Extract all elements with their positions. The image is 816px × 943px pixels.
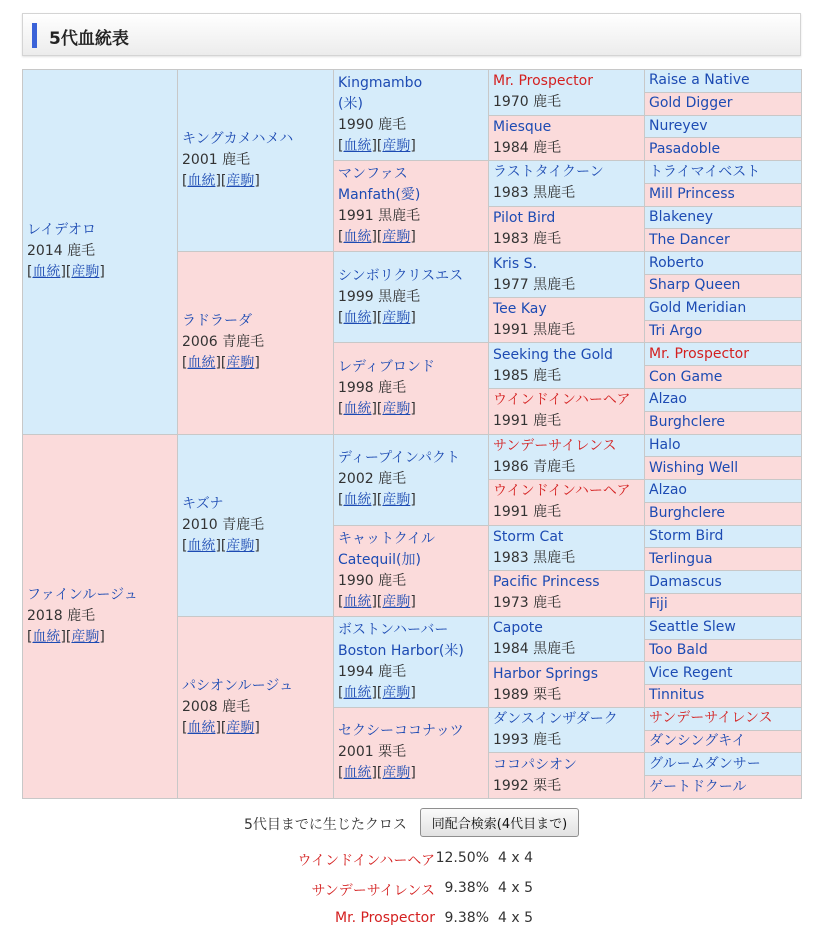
offspring-link[interactable]: 産駒	[382, 138, 411, 155]
pedigree-cell-gen5	[645, 457, 802, 480]
horse-name-link[interactable]: Storm Cat	[493, 528, 564, 545]
horse-meta: 2006 青鹿毛	[182, 334, 265, 351]
pedigree-cell-gen5	[645, 571, 802, 594]
horse-meta: 1984 鹿毛	[493, 139, 562, 156]
pedigree-cell-gen5	[645, 411, 802, 434]
bloodline-link[interactable]: 血統	[32, 264, 61, 281]
pedigree-cell-gen1	[23, 434, 178, 799]
offspring-link[interactable]: 産駒	[382, 684, 411, 701]
horse-name-link[interactable]: Pilot Bird	[493, 209, 556, 226]
horse-name-link[interactable]: Miesque	[493, 118, 552, 135]
cross-generation: 4 x 4	[498, 850, 533, 866]
horse-name-link[interactable]: Alzao	[649, 482, 687, 499]
horse-name-link[interactable]: Burghclere	[649, 505, 726, 522]
pedigree-cell-gen5	[645, 92, 802, 115]
cross-list	[0, 850, 816, 940]
horse-meta: 2010 青鹿毛	[182, 516, 265, 533]
horse-name-link[interactable]: セクシーココナッツ	[338, 723, 464, 740]
horse-meta: 2008 鹿毛	[182, 698, 251, 715]
horse-name-link[interactable]: Gold Meridian	[649, 300, 747, 317]
pedigree-links: [血統][産駒]	[338, 593, 416, 610]
horse-name-link[interactable]: トライマイベスト	[649, 163, 761, 180]
bloodline-link[interactable]: 血統	[32, 628, 61, 645]
pedigree-links: [血統][産駒]	[338, 138, 416, 155]
horse-name-link[interactable]: Capote	[493, 620, 543, 637]
bloodline-link[interactable]: 血統	[187, 173, 216, 190]
pedigree-cell-gen5	[645, 161, 802, 184]
horse-name-link[interactable]: ディープインパクト	[338, 450, 460, 467]
pedigree-cell-gen5	[645, 434, 802, 457]
horse-alt-name-link[interactable]: (米)	[338, 96, 363, 113]
horse-meta: 1984 黒鹿毛	[493, 641, 576, 658]
horse-name-link[interactable]: シンボリクリスエス	[338, 267, 464, 284]
horse-name-link[interactable]: Alzao	[649, 391, 687, 408]
horse-meta: 1990 鹿毛	[338, 572, 407, 589]
pedigree-cell-gen4	[489, 480, 645, 526]
horse-name-link[interactable]: Fiji	[649, 596, 668, 613]
horse-meta: 1973 鹿毛	[493, 595, 562, 612]
pedigree-links: [血統][産駒]	[27, 628, 105, 645]
horse-meta: 1993 鹿毛	[493, 732, 562, 749]
pedigree-cell-gen5	[645, 548, 802, 571]
horse-meta: 1985 鹿毛	[493, 367, 562, 384]
pedigree-cell-gen5	[645, 297, 802, 320]
pedigree-links: [血統][産駒]	[338, 684, 416, 701]
cross-item	[0, 850, 816, 880]
horse-name-link[interactable]: Con Game	[649, 368, 723, 385]
pedigree-cell-gen2	[178, 434, 334, 616]
horse-meta: 2001 栗毛	[338, 744, 407, 761]
horse-name-link[interactable]: サンデーサイレンス	[649, 710, 773, 727]
horse-name-link[interactable]: ダンシングキイ	[649, 733, 746, 750]
pedigree-cell-gen3	[334, 707, 489, 798]
horse-meta: 2001 鹿毛	[182, 152, 251, 169]
horse-name-link[interactable]: Tri Argo	[649, 322, 703, 339]
horse-name-link[interactable]: マンファス	[338, 166, 408, 183]
horse-name-link[interactable]: ウインドインハーヘア	[493, 392, 631, 409]
pedigree-cell-gen5	[645, 388, 802, 411]
cross-generation: 4 x 5	[498, 910, 533, 926]
pedigree-cell-gen5	[645, 70, 802, 93]
pedigree-cell-gen5	[645, 138, 802, 161]
bloodline-link[interactable]: 血統	[343, 593, 372, 610]
bloodline-link[interactable]: 血統	[343, 492, 372, 509]
pedigree-row	[23, 434, 802, 457]
pedigree-cell-gen5	[645, 685, 802, 708]
bloodline-link[interactable]: 血統	[343, 765, 372, 782]
pedigree-cell-gen3	[334, 252, 489, 343]
horse-meta: 1970 鹿毛	[493, 94, 562, 111]
pedigree-table	[22, 69, 802, 799]
pedigree-cell-gen5	[645, 639, 802, 662]
pedigree-cell-gen4	[489, 388, 645, 434]
offspring-link[interactable]: 産駒	[226, 173, 255, 190]
pedigree-cell-gen4	[489, 343, 645, 389]
offspring-link[interactable]: 産駒	[71, 628, 100, 645]
horse-name-link[interactable]: キズナ	[182, 495, 224, 512]
horse-meta: 2014 鹿毛	[27, 243, 96, 260]
cross-generation: 4 x 5	[498, 880, 533, 896]
pedigree-cell-gen4	[489, 525, 645, 571]
horse-meta: 1990 鹿毛	[338, 117, 407, 134]
section-header	[22, 13, 801, 56]
pedigree-cell-gen3	[334, 525, 489, 616]
offspring-link[interactable]: 産駒	[226, 537, 255, 554]
bloodline-link[interactable]: 血統	[343, 229, 372, 246]
pedigree-cell-gen5	[645, 776, 802, 799]
pedigree-cell-gen3	[334, 434, 489, 525]
horse-name-link[interactable]: レディブロンド	[338, 358, 435, 375]
pedigree-links: [血統][産駒]	[338, 400, 416, 417]
bloodline-link[interactable]: 血統	[187, 355, 216, 372]
horse-name-link[interactable]: ウインドインハーヘア	[493, 483, 631, 500]
horse-name-link[interactable]: Mr. Prospector	[649, 345, 749, 362]
horse-name-link[interactable]: Seattle Slew	[649, 619, 736, 636]
horse-alt-name-link[interactable]: Manfath(愛)	[338, 187, 421, 204]
pedigree-cell-gen4	[489, 707, 645, 753]
pedigree-cell-gen3	[334, 616, 489, 707]
horse-name-link[interactable]: Harbor Springs	[493, 665, 598, 682]
offspring-link[interactable]: 産駒	[226, 719, 255, 736]
cross-item	[0, 910, 816, 940]
horse-meta: 1992 栗毛	[493, 777, 562, 794]
horse-alt-name-link[interactable]: Boston Harbor(米)	[338, 642, 464, 659]
horse-meta: 2018 鹿毛	[27, 607, 96, 624]
pedigree-cell-gen4	[489, 161, 645, 207]
pedigree-cell-gen5	[645, 593, 802, 616]
horse-name-link[interactable]: Sharp Queen	[649, 277, 741, 294]
pedigree-links: [血統][産駒]	[27, 264, 105, 281]
offspring-link[interactable]: 産駒	[382, 400, 411, 417]
horse-meta: 1983 黒鹿毛	[493, 185, 576, 202]
horse-name-link[interactable]: Mr. Prospector	[493, 73, 593, 90]
horse-name-link[interactable]: ラストタイクーン	[493, 164, 604, 181]
horse-name-link[interactable]: Pasadoble	[649, 140, 721, 157]
horse-meta: 1994 鹿毛	[338, 663, 407, 680]
horse-name-link[interactable]: Burghclere	[649, 414, 726, 431]
horse-name-link[interactable]: The Dancer	[649, 231, 730, 248]
horse-name-link[interactable]: Damascus	[649, 573, 722, 590]
horse-meta: 1999 黒鹿毛	[338, 288, 421, 305]
horse-meta: 1991 黒鹿毛	[493, 322, 576, 339]
pedigree-links: [血統][産駒]	[338, 309, 416, 326]
horse-name-link[interactable]: Kingmambo	[338, 75, 423, 92]
cross-percent: 9.38%	[444, 910, 489, 926]
pedigree-cell-gen5	[645, 662, 802, 685]
pedigree-cell-gen3	[334, 161, 489, 252]
pedigree-cell-gen5	[645, 229, 802, 252]
pedigree-cell-gen5	[645, 206, 802, 229]
pedigree-cell-gen4	[489, 571, 645, 617]
pedigree-cell-gen5	[645, 753, 802, 776]
bloodline-link[interactable]: 血統	[343, 684, 372, 701]
same-mating-search-button[interactable]: 同配合検索(4代目まで)	[420, 808, 579, 837]
pedigree-cell-gen4	[489, 70, 645, 116]
offspring-link[interactable]: 産駒	[382, 765, 411, 782]
horse-name-link[interactable]: キングカメハメハ	[182, 131, 294, 148]
header-accent-bar	[32, 23, 37, 48]
pedigree-cell-gen4	[489, 115, 645, 161]
horse-name-link[interactable]: ダンスインザダーク	[493, 711, 618, 728]
pedigree-cell-gen4	[489, 252, 645, 298]
pedigree-cell-gen5	[645, 502, 802, 525]
horse-name-link[interactable]: Kris S.	[493, 255, 537, 272]
horse-meta: 1983 鹿毛	[493, 230, 562, 247]
cross-label: 5代目までに生じたクロス	[244, 817, 407, 833]
pedigree-cell-gen5	[645, 320, 802, 343]
pedigree-cell-gen4	[489, 297, 645, 343]
pedigree-cell-gen4	[489, 434, 645, 480]
horse-name-link[interactable]: サンデーサイレンス	[493, 437, 617, 454]
pedigree-cell-gen5	[645, 343, 802, 366]
pedigree-cell-gen5	[645, 183, 802, 206]
horse-name-link[interactable]: Wishing Well	[649, 459, 739, 476]
pedigree-cell-gen5	[645, 707, 802, 730]
horse-name-link[interactable]: Terlingua	[649, 550, 713, 567]
horse-alt-name-link[interactable]: Catequil(加)	[338, 551, 421, 568]
horse-name-link[interactable]: Gold Digger	[649, 95, 733, 112]
cross-bar	[0, 806, 816, 840]
pedigree-cell-gen3	[334, 70, 489, 161]
page-title: 5代血統表	[49, 29, 129, 49]
horse-name-link[interactable]: Pacific Princess	[493, 574, 600, 591]
offspring-link[interactable]: 産駒	[382, 229, 411, 246]
pedigree-links: [血統][産駒]	[338, 229, 416, 246]
horse-name-link[interactable]: グルームダンサー	[649, 755, 761, 772]
pedigree-cell-gen2	[178, 252, 334, 434]
pedigree-cell-gen5	[645, 275, 802, 298]
horse-name-link[interactable]: Halo	[649, 436, 681, 453]
cross-horse-link[interactable]: サンデーサイレンス	[311, 883, 435, 899]
cross-percent: 12.50%	[435, 850, 489, 866]
bloodline-link[interactable]: 血統	[343, 138, 372, 155]
pedigree-links: [血統][産駒]	[182, 355, 260, 372]
horse-name-link[interactable]: Tee Kay	[493, 301, 547, 318]
pedigree-cell-gen5	[645, 525, 802, 548]
horse-name-link[interactable]: Vice Regent	[649, 664, 733, 681]
horse-name-link[interactable]: Storm Bird	[649, 528, 724, 545]
pedigree-cell-gen5	[645, 480, 802, 503]
bloodline-link[interactable]: 血統	[187, 719, 216, 736]
pedigree-cell-gen5	[645, 115, 802, 138]
cross-horse-link[interactable]: ウインドインハーヘア	[297, 853, 435, 869]
horse-meta: 1989 栗毛	[493, 686, 562, 703]
horse-meta: 1977 黒鹿毛	[493, 276, 576, 293]
horse-meta: 1991 黒鹿毛	[338, 208, 421, 225]
horse-name-link[interactable]: ゲートドクール	[649, 778, 747, 795]
cross-item	[0, 880, 816, 910]
pedigree-cell-gen3	[334, 343, 489, 434]
horse-name-link[interactable]: Nureyev	[649, 117, 708, 134]
pedigree-cell-gen2	[178, 70, 334, 252]
pedigree-cell-gen5	[645, 366, 802, 389]
horse-meta: 1983 黒鹿毛	[493, 549, 576, 566]
horse-name-link[interactable]: キャットクイル	[338, 530, 436, 547]
horse-meta: 1998 鹿毛	[338, 379, 407, 396]
pedigree-cell-gen5	[645, 616, 802, 639]
offspring-link[interactable]: 産駒	[382, 492, 411, 509]
pedigree-cell-gen2	[178, 616, 334, 798]
pedigree-cell-gen4	[489, 616, 645, 662]
bloodline-link[interactable]: 血統	[187, 537, 216, 554]
pedigree-cell-gen4	[489, 753, 645, 799]
horse-name-link[interactable]: Raise a Native	[649, 72, 750, 89]
pedigree-links: [血統][産駒]	[338, 492, 416, 509]
horse-name-link[interactable]: ファインルージュ	[27, 586, 138, 603]
offspring-link[interactable]: 産駒	[71, 264, 100, 281]
horse-meta: 1991 鹿毛	[493, 413, 562, 430]
horse-name-link[interactable]: Too Bald	[649, 641, 708, 658]
pedigree-row	[23, 70, 802, 93]
cross-horse-link[interactable]: Mr. Prospector	[335, 910, 435, 926]
pedigree-cell-gen4	[489, 662, 645, 708]
pedigree-cell-gen1	[23, 70, 178, 435]
pedigree-cell-gen5	[645, 252, 802, 275]
bloodline-link[interactable]: 血統	[343, 400, 372, 417]
horse-name-link[interactable]: Mill Princess	[649, 186, 735, 203]
pedigree-links: [血統][産駒]	[338, 765, 416, 782]
horse-name-link[interactable]: ボストンハーバー	[338, 621, 449, 638]
cross-percent: 9.38%	[444, 880, 489, 896]
pedigree-cell-gen5	[645, 730, 802, 753]
horse-name-link[interactable]: Roberto	[649, 254, 704, 271]
horse-name-link[interactable]: Seeking the Gold	[493, 346, 613, 363]
horse-name-link[interactable]: パシオンルージュ	[182, 677, 294, 694]
horse-name-link[interactable]: レイデオロ	[27, 222, 97, 239]
offspring-link[interactable]: 産駒	[382, 309, 411, 326]
offspring-link[interactable]: 産駒	[382, 593, 411, 610]
horse-meta: 1986 青鹿毛	[493, 458, 576, 475]
horse-name-link[interactable]: Tinnitus	[649, 687, 705, 704]
pedigree-links: [血統][産駒]	[182, 173, 260, 190]
bloodline-link[interactable]: 血統	[343, 309, 372, 326]
horse-name-link[interactable]: ラドラーダ	[182, 313, 252, 330]
horse-name-link[interactable]: ココパシオン	[493, 756, 577, 773]
offspring-link[interactable]: 産駒	[226, 355, 255, 372]
pedigree-links: [血統][産駒]	[182, 719, 260, 736]
pedigree-cell-gen4	[489, 206, 645, 252]
horse-meta: 2002 鹿毛	[338, 471, 407, 488]
horse-meta: 1991 鹿毛	[493, 504, 562, 521]
horse-name-link[interactable]: Blakeney	[649, 209, 714, 226]
pedigree-links: [血統][産駒]	[182, 537, 260, 554]
